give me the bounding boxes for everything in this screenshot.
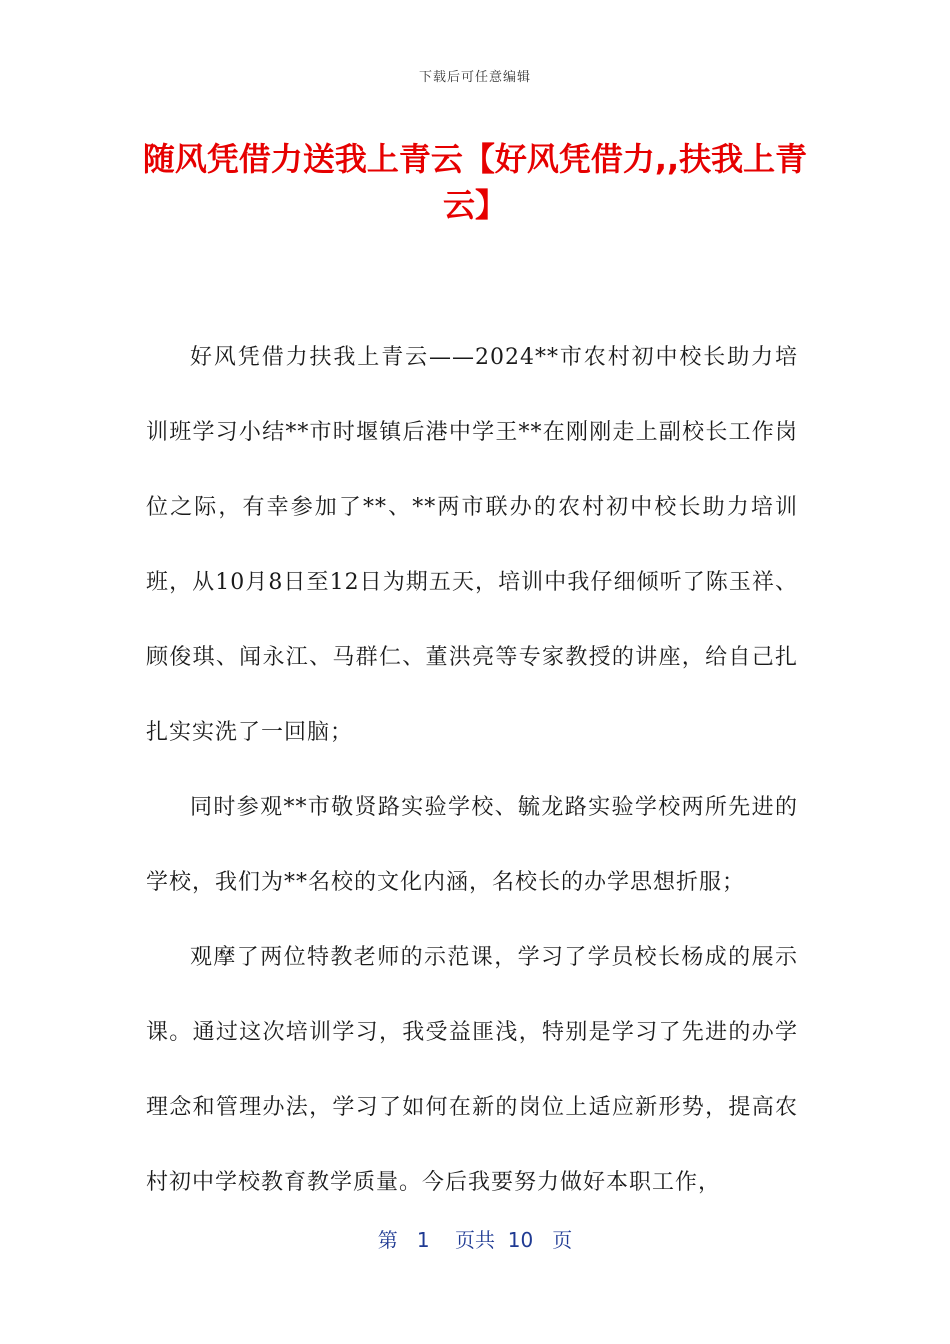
- header-note: 下载后可任意编辑: [418, 70, 531, 85]
- paragraph-1: 好风凭借力扶我上青云——2024**市农村初中校长助力培训班学习小结**市时堰镇后港中学王**在刚刚走上副校长工作岗位之际，有幸参加了**、**两市联办的农村初中校长助力培训班，从10月8日至12日为期五天，培训中我仔细倾听了陈玉祥、顾俊琪、闻永江、马群仁、董洪亮等专家教授的讲座，给自己扎扎实实洗了一回脑；: [146, 345, 798, 745]
- footer-middle: 页共: [455, 1228, 495, 1252]
- footer-suffix: 页: [552, 1228, 573, 1252]
- footer-total-pages: 10: [507, 1228, 534, 1252]
- footer-prefix: 第: [377, 1228, 398, 1252]
- footer-page-number: 1: [416, 1228, 430, 1252]
- paragraph-2: 同时参观**市敬贤路实验学校、毓龙路实验学校两所先进的学校，我们为**名校的文化内涵，名校长的办学思想折服；: [146, 795, 798, 895]
- document-body: [146, 320, 798, 1220]
- paragraph-3: 观摩了两位特教老师的示范课，学习了学员校长杨成的展示课。通过这次培训学习，我受益匪浅，特别是学习了先进的办学理念和管理办法，学习了如何在新的岗位上适应新形势，提高农村初中学校教育教学质量。今后我要努力做好本职工作，: [146, 945, 798, 1195]
- page-footer: [0, 1224, 950, 1253]
- document-title: 随风凭借力送我上青云【好风凭借力,,扶我上青云】: [142, 140, 808, 224]
